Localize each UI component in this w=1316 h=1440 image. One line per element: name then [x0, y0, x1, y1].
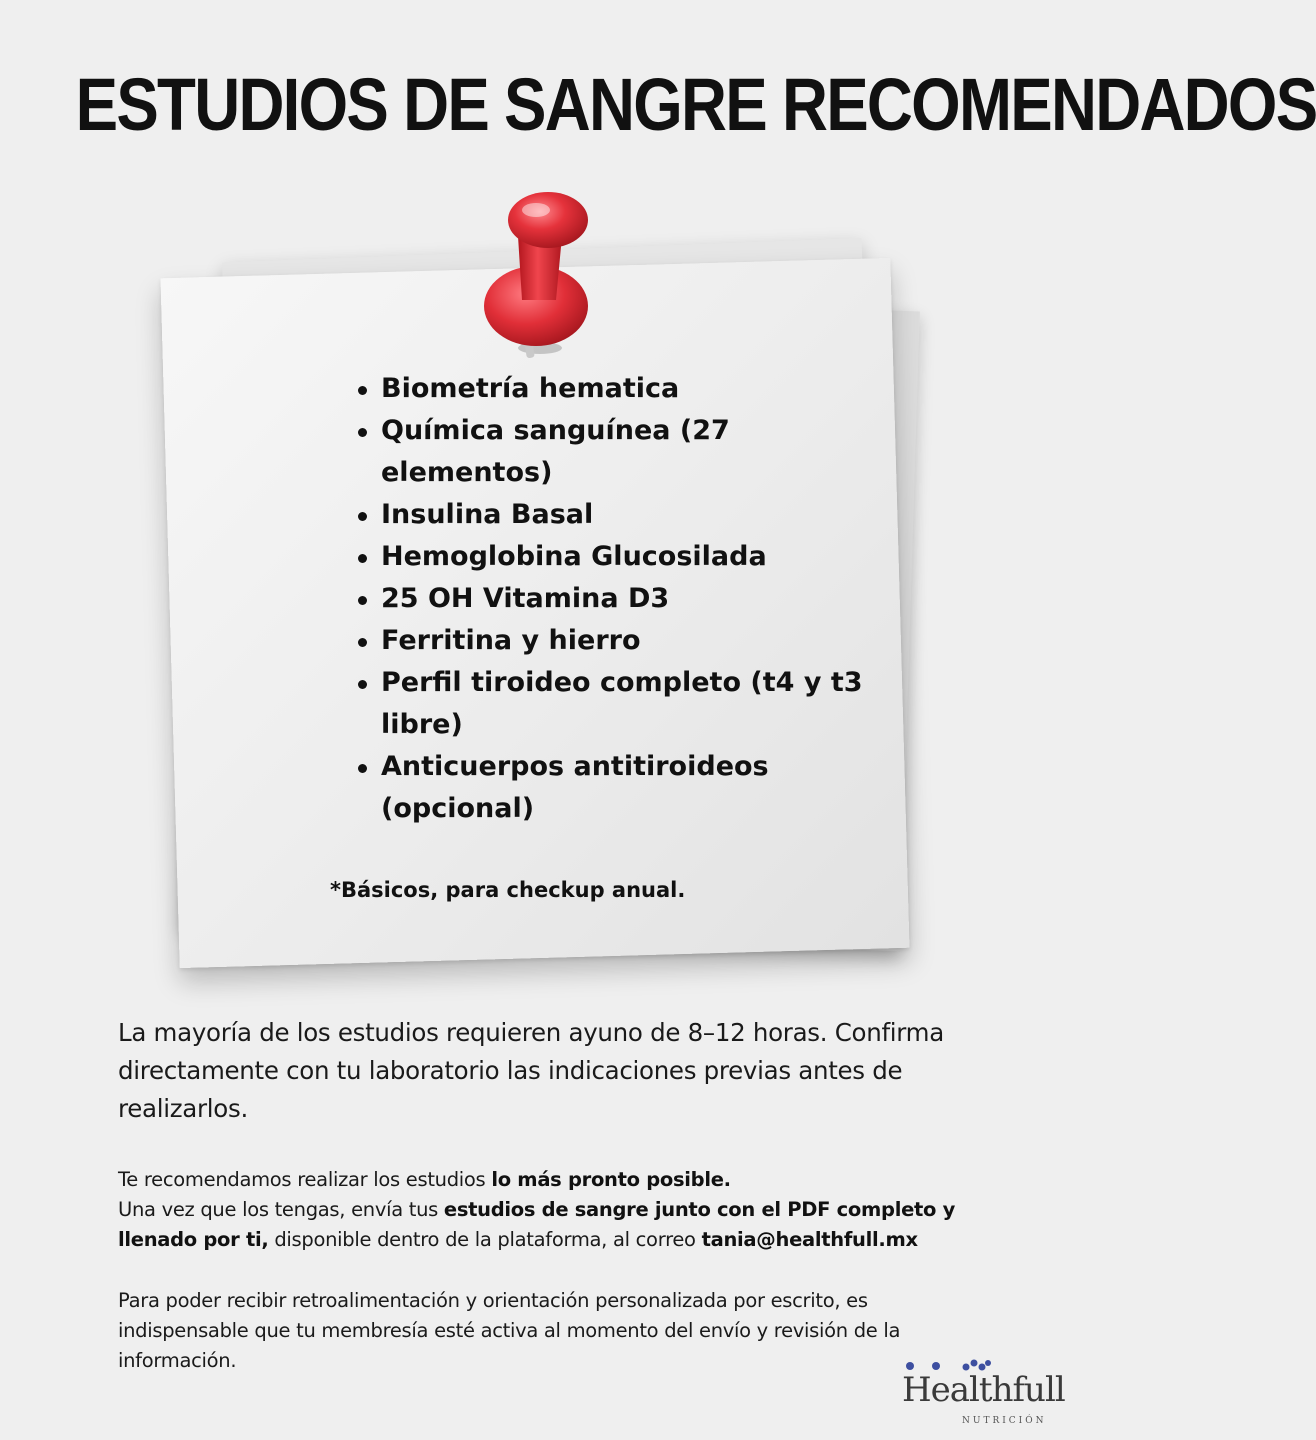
healthfull-logo — [900, 1356, 1065, 1432]
fasting-note: La mayoría de los estudios requieren ayuno de 8–12 horas. Confirma directamente con tu laboratorio las indicaciones previas antes de realizarlos. — [118, 1018, 944, 1123]
page-title: ESTUDIOS DE SANGRE RECOMENDADOS — [75, 63, 1316, 146]
list-item: Perfil tiroideo completo (t4 y t3 libre) — [352, 662, 872, 746]
logo-name: Healthfull — [902, 1370, 1065, 1410]
instructions-paragraph — [118, 1165, 978, 1255]
list-item: Ferritina y hierro — [352, 620, 872, 662]
list-item: 25 OH Vitamina D3 — [352, 578, 872, 620]
checkup-footnote: *Básicos, para checkup anual. — [330, 878, 686, 902]
blood-studies-list — [352, 368, 872, 830]
instructions-text: Te recomendamos realizar los estudios — [118, 1168, 492, 1191]
instructions-emphasis: lo más pronto posible. — [491, 1168, 731, 1191]
instructions-text: disponible dentro de la plataforma, al correo — [268, 1228, 702, 1251]
push-pin-icon — [470, 188, 610, 368]
list-item: Insulina Basal — [352, 494, 872, 536]
email-address: tania@healthfull.mx — [701, 1228, 918, 1251]
list-item: Anticuerpos antitiroideos (opcional) — [352, 746, 872, 830]
instructions-text: Una vez que los tengas, envía tus — [118, 1198, 444, 1221]
logo-subtitle: NUTRICIÓN — [962, 1416, 1047, 1426]
instructions-emphasis: estudios de sangre junto con el PDF completo y llenado por ti, — [118, 1198, 956, 1251]
membership-note: Para poder recibir retroalimentación y orientación personalizada por escrito, es indispensable que tu membresía esté activa al momento del envío y revisión de la información. — [118, 1289, 901, 1372]
list-item: Hemoglobina Glucosilada — [352, 536, 872, 578]
list-item: Química sanguínea (27 elementos) — [352, 410, 872, 494]
list-item: Biometría hematica — [352, 368, 872, 410]
